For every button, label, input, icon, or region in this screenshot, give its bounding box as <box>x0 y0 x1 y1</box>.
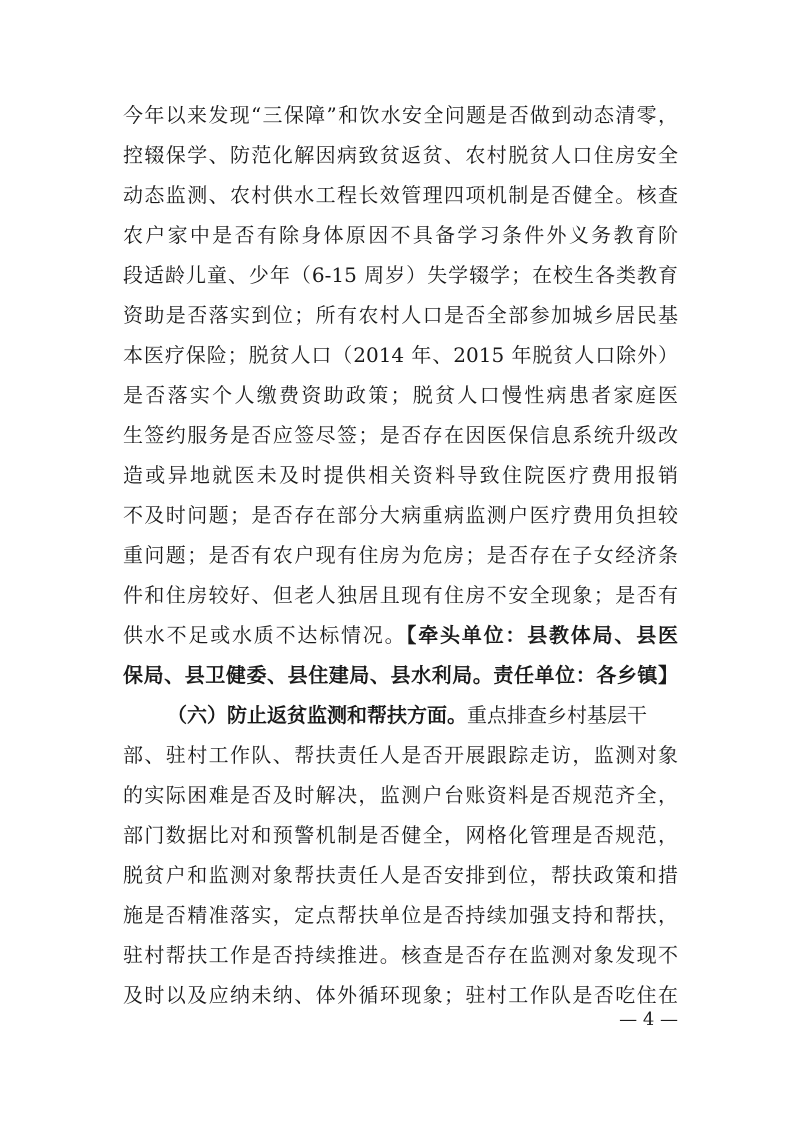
responsibility-note: 保局、县卫健委、县住建局、县水利局。责任单位：各乡镇】 <box>123 663 678 687</box>
text-line: 施是否精准落实，定点帮扶单位是否持续加强支持和帮扶， <box>123 903 678 927</box>
responsibility-note: 【牵头单位：县教体局、县医 <box>406 623 678 647</box>
text-line: 本医疗保险；脱贫人口（2014 年、2015 年脱贫人口除外） <box>123 343 678 367</box>
text-line: 控辍保学、防范化解因病致贫返贫、农村脱贫人口住房安全 <box>123 143 678 167</box>
text-line: 农户家中是否有除身体原因不具备学习条件外义务教育阶 <box>123 223 678 247</box>
text-line: 驻村帮扶工作是否持续推进。核查是否存在监测对象发现不 <box>123 943 678 967</box>
text-segment: 供水不足或水质不达标情况。 <box>123 623 407 647</box>
text-line: 件和住房较好、但老人独居且现有住房不安全现象；是否有 <box>123 583 678 607</box>
text-segment: 重点排查乡村基层干 <box>467 703 647 727</box>
text-line: 生签约服务是否应签尽签；是否存在因医保信息系统升级改 <box>123 423 678 447</box>
text-line: 造或异地就医未及时提供相关资料导致住院医疗费用报销 <box>123 463 678 487</box>
body-text <box>123 95 678 1015</box>
text-line: 重问题；是否有农户现有住房为危房；是否存在子女经济条 <box>123 543 678 567</box>
text-line: 不及时问题；是否存在部分大病重病监测户医疗费用负担较 <box>123 503 678 527</box>
text-line: 脱贫户和监测对象帮扶责任人是否安排到位，帮扶政策和措 <box>123 863 678 887</box>
text-line: 今年以来发现“三保障”和饮水安全问题是否做到动态清零， <box>123 103 678 127</box>
text-line: 段适龄儿童、少年（6-15 周岁）失学辍学；在校生各类教育 <box>123 263 678 287</box>
text-line: 资助是否落实到位；所有农村人口是否全部参加城乡居民基 <box>123 303 678 327</box>
text-line: 是否落实个人缴费资助政策；脱贫人口慢性病患者家庭医 <box>123 383 678 407</box>
section-heading: （六）防止返贫监测和帮扶方面。 <box>167 703 467 727</box>
text-line: 及时以及应纳未纳、体外循环现象；驻村工作队是否吃住在 <box>123 983 678 1007</box>
text-line: 的实际困难是否及时解决，监测户台账资料是否规范齐全， <box>123 783 678 807</box>
page-number: — 4 — <box>619 1009 678 1030</box>
text-line-with-responsibility <box>123 615 678 655</box>
text-line: 部门数据比对和预警机制是否健全，网格化管理是否规范， <box>123 823 678 847</box>
text-line: 动态监测、农村供水工程长效管理四项机制是否健全。核查 <box>123 183 678 207</box>
section-heading-line <box>123 695 678 735</box>
text-line: 部、驻村工作队、帮扶责任人是否开展跟踪走访，监测对象 <box>123 743 678 767</box>
